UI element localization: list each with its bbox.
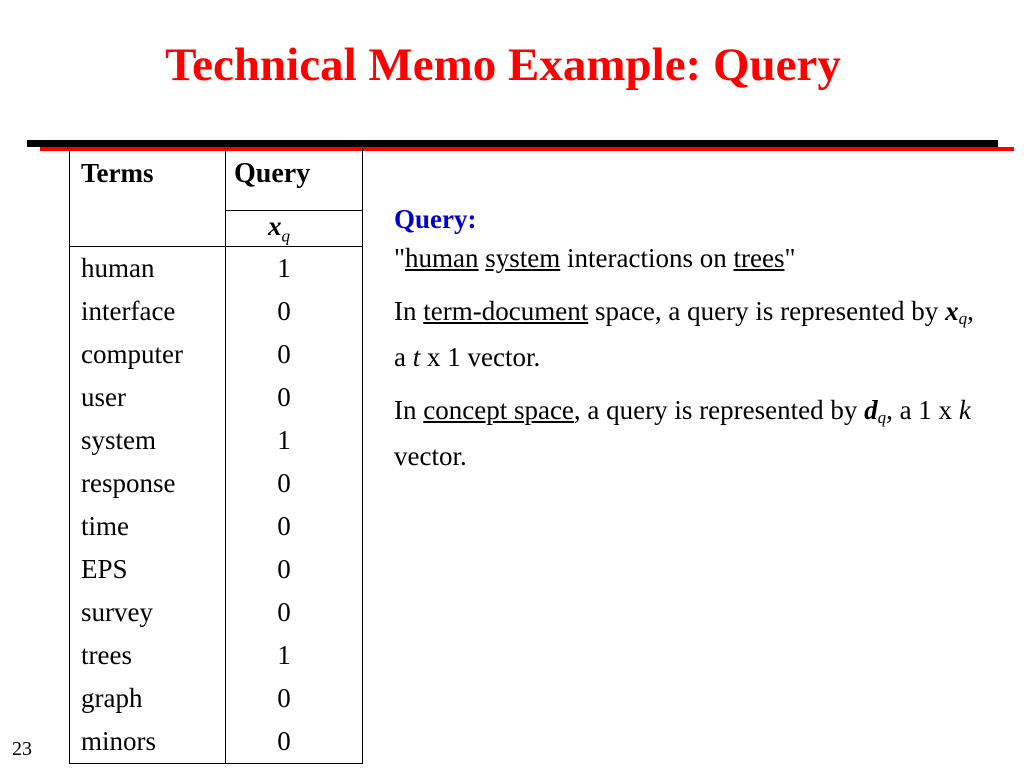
table-row	[70, 419, 363, 462]
table-row	[70, 720, 363, 764]
query-block	[394, 200, 974, 278]
query-text	[394, 239, 974, 278]
vector-subscript: q	[281, 226, 290, 246]
dq-symbol: d	[864, 395, 878, 425]
table-row	[70, 333, 363, 376]
term-cell: interface	[70, 290, 226, 333]
query-value-cell: 0	[226, 548, 363, 591]
xq-symbol: x	[945, 296, 959, 326]
para2-pre: In	[394, 395, 424, 425]
para2-mid: , a query is represented by	[573, 395, 865, 425]
query-value-cell: 1	[226, 419, 363, 462]
para1-mid: space, a query is represented by	[588, 296, 946, 326]
term-cell: user	[70, 376, 226, 419]
k-symbol: k	[958, 395, 971, 425]
para2-mid2: , a 1 x	[886, 395, 959, 425]
t-symbol: t	[412, 342, 421, 372]
query-word-system: system	[485, 243, 561, 273]
query-value-cell: 0	[226, 333, 363, 376]
query-label: Query:	[394, 204, 477, 234]
slide-number: 23	[12, 738, 32, 760]
query-vector-label	[226, 211, 363, 247]
query-value-cell: 0	[226, 505, 363, 548]
xq-subscript: q	[958, 309, 968, 328]
para1-mid2: , a	[394, 296, 974, 372]
table-row	[70, 376, 363, 419]
query-word-trees: trees	[733, 243, 785, 273]
query-description	[394, 200, 974, 490]
term-cell: time	[70, 505, 226, 548]
table-row	[70, 462, 363, 505]
query-value-cell: 0	[226, 462, 363, 505]
table-row	[70, 247, 363, 291]
query-middle-text: interactions on	[560, 243, 734, 273]
table-row	[70, 677, 363, 720]
table-row	[70, 634, 363, 677]
query-column-header: Query	[226, 148, 363, 211]
query-value-cell: 0	[226, 376, 363, 419]
dq-subscript: q	[877, 408, 887, 427]
table-row	[70, 548, 363, 591]
term-cell: human	[70, 247, 226, 291]
vector-symbol: x	[268, 211, 282, 241]
query-value-cell: 0	[226, 290, 363, 333]
term-document-paragraph	[394, 292, 974, 377]
query-value-cell: 1	[226, 247, 363, 291]
term-document-term: term-document	[423, 296, 589, 326]
term-cell: computer	[70, 333, 226, 376]
query-value-cell: 0	[226, 677, 363, 720]
query-value-cell: 1	[226, 634, 363, 677]
term-cell: response	[70, 462, 226, 505]
close-quote: "	[784, 243, 796, 273]
para1-pre: In	[394, 296, 424, 326]
term-cell: survey	[70, 591, 226, 634]
term-cell: graph	[70, 677, 226, 720]
terms-column-header: Terms	[70, 148, 226, 247]
term-query-table	[69, 148, 363, 764]
para1-post: x 1 vector.	[420, 342, 541, 372]
open-quote: "	[394, 243, 406, 273]
concept-space-term: concept space	[423, 395, 574, 425]
term-cell: EPS	[70, 548, 226, 591]
para2-post: vector.	[394, 441, 467, 471]
table-body	[70, 247, 363, 764]
slide-title: Technical Memo Example: Query	[165, 39, 841, 91]
query-value-cell: 0	[226, 720, 363, 764]
table-row	[70, 290, 363, 333]
title-rule-black	[27, 140, 998, 147]
table-row	[70, 591, 363, 634]
term-cell: trees	[70, 634, 226, 677]
table-row	[70, 505, 363, 548]
term-cell: minors	[70, 720, 226, 764]
concept-space-paragraph	[394, 391, 974, 476]
term-cell: system	[70, 419, 226, 462]
query-value-cell: 0	[226, 591, 363, 634]
query-word-human: human	[405, 243, 479, 273]
